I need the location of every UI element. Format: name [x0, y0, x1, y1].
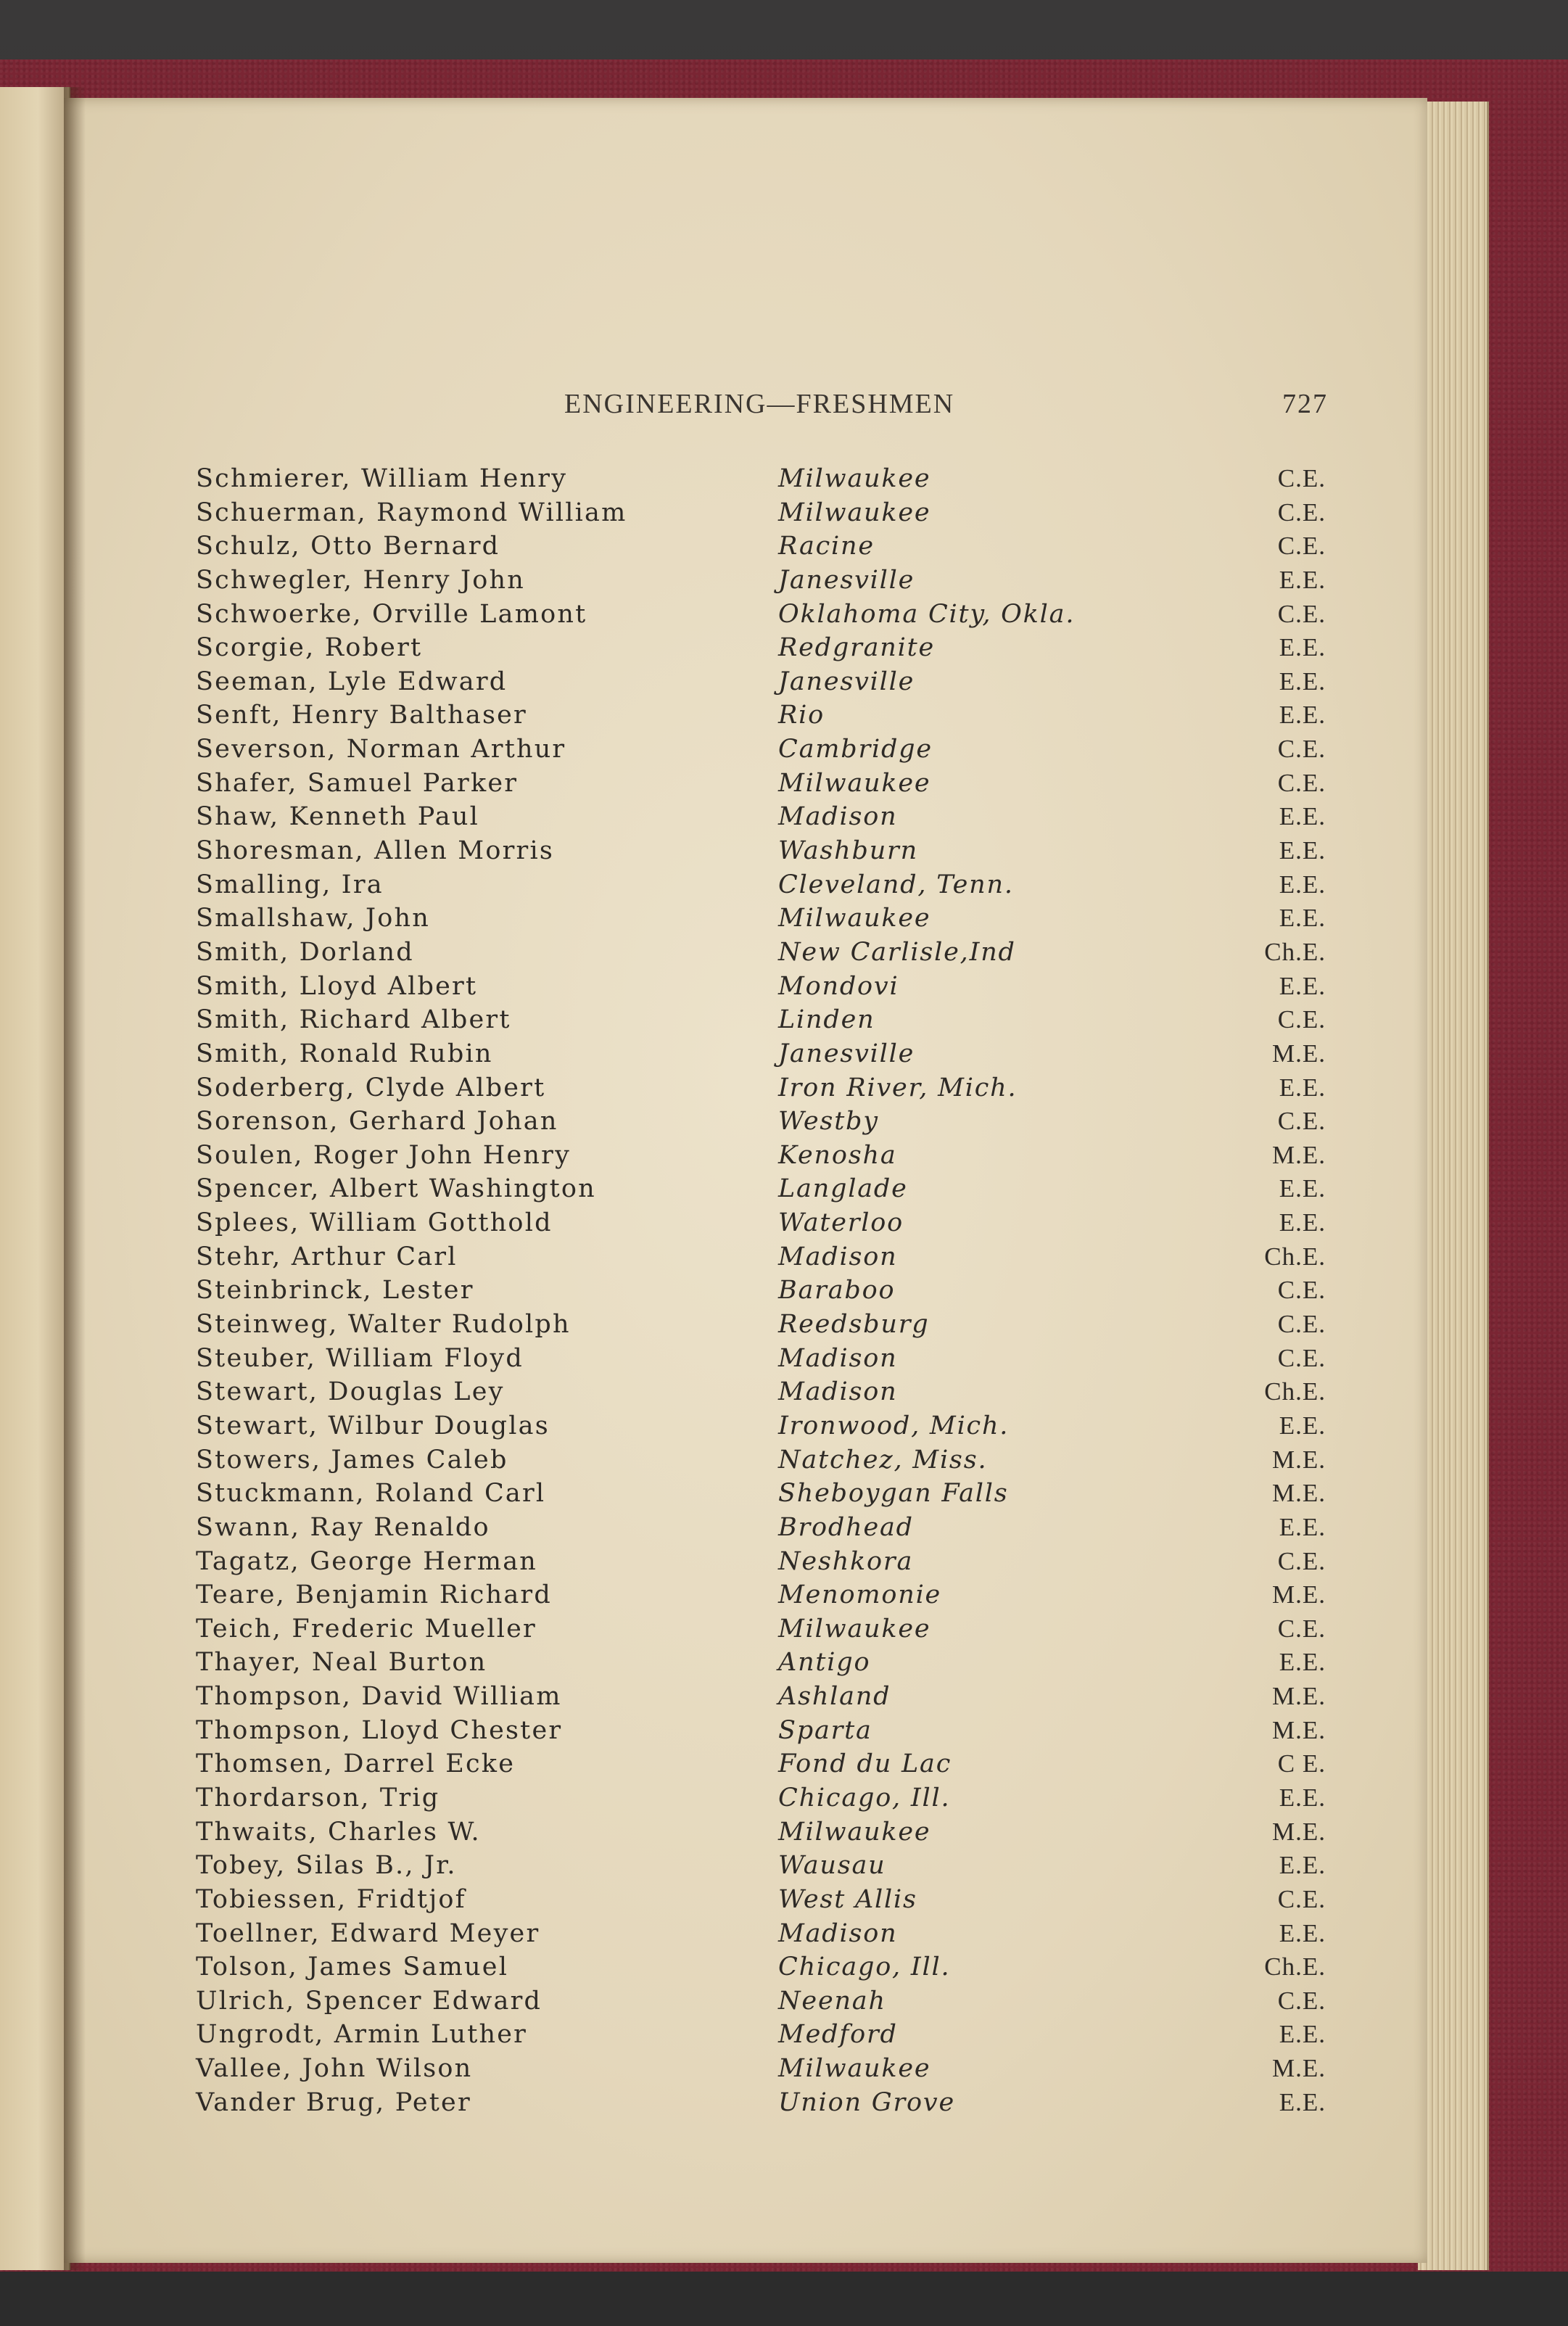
book-page [64, 98, 1427, 2263]
roster-entry [64, 1276, 1427, 1310]
roster-entry [64, 972, 1427, 1006]
roster-entry [64, 667, 1427, 701]
hometown: Redgranite [778, 633, 935, 663]
student-name: Thompson, David William [196, 1682, 562, 1712]
course-code: Ch.E. [1264, 1952, 1326, 1981]
page-number: 727 [1282, 389, 1328, 419]
hometown: Ironwood, Mich. [778, 1411, 1010, 1440]
roster-entry [64, 1987, 1427, 2021]
student-name: Vallee, John Wilson [196, 2054, 473, 2084]
hometown: Madison [778, 1377, 898, 1407]
student-name: Steuber, William Floyd [196, 1343, 524, 1373]
course-code: C.E. [1277, 1986, 1326, 2015]
hometown: Baraboo [778, 1276, 896, 1306]
roster-entry [64, 1648, 1427, 1682]
student-name: Thwaits, Charles W. [196, 1817, 481, 1847]
student-name: Schuerman, Raymond William [196, 498, 627, 527]
course-code: C.E. [1277, 1343, 1326, 1372]
course-code: C.E. [1277, 1310, 1326, 1339]
course-code: E.E. [1279, 701, 1326, 730]
course-code: C.E. [1277, 1107, 1326, 1136]
student-name: Splees, William Gotthold [196, 1208, 553, 1238]
course-code: C E. [1277, 1749, 1326, 1778]
student-name: Soderberg, Clyde Albert [196, 1073, 546, 1102]
student-name: Seeman, Lyle Edward [196, 667, 508, 696]
hometown: Iron River, Mich. [778, 1073, 1018, 1102]
student-name: Tolson, James Samuel [196, 1952, 509, 1982]
roster-entry [64, 1818, 1427, 1852]
student-name: Smith, Ronald Rubin [196, 1039, 493, 1068]
course-code: C.E. [1277, 1884, 1326, 1913]
course-code: M.E. [1272, 1817, 1326, 1846]
course-code: E.E. [1279, 971, 1326, 1000]
hometown: Antigo [778, 1648, 871, 1678]
course-code: M.E. [1272, 1715, 1326, 1744]
hometown: Westby [778, 1107, 879, 1137]
course-code: E.E. [1279, 1411, 1326, 1440]
course-code: E.E. [1279, 802, 1326, 831]
student-name: Stehr, Arthur Carl [196, 1242, 458, 1271]
student-name: Tobiessen, Fridtjof [196, 1884, 466, 1914]
page-edges-stack [1418, 102, 1489, 2270]
hometown: Chicago, Ill. [778, 1952, 951, 1982]
student-name: Senft, Henry Balthaser [196, 701, 527, 730]
student-name: Smith, Lloyd Albert [196, 971, 478, 1001]
student-name: Smith, Richard Albert [196, 1005, 511, 1035]
student-name: Shoresman, Allen Morris [196, 836, 555, 866]
student-roster [64, 464, 1427, 2121]
roster-entry [64, 498, 1427, 532]
course-code: C.E. [1277, 1614, 1326, 1643]
course-code: C.E. [1277, 464, 1326, 492]
student-name: Tagatz, George Herman [196, 1546, 538, 1576]
hometown: Rio [778, 701, 825, 730]
hometown: Menomonie [778, 1580, 942, 1610]
roster-entry [64, 870, 1427, 904]
roster-entry [64, 566, 1427, 600]
roster-entry [64, 464, 1427, 498]
course-code: Ch.E. [1264, 1377, 1326, 1406]
student-name: Swann, Ray Renaldo [196, 1512, 490, 1542]
student-name: Stowers, James Caleb [196, 1445, 508, 1475]
hometown: Brodhead [778, 1512, 914, 1542]
course-code: E.E. [1279, 870, 1326, 899]
roster-entry [64, 1242, 1427, 1277]
roster-entry [64, 1411, 1427, 1445]
hometown: Madison [778, 1242, 898, 1271]
roster-entry [64, 600, 1427, 634]
roster-entry [64, 1445, 1427, 1480]
hometown: Medford [778, 2020, 898, 2050]
hometown: Chicago, Ill. [778, 1783, 951, 1812]
roster-entry [64, 1208, 1427, 1242]
roster-entry [64, 836, 1427, 870]
hometown: Natchez, Miss. [778, 1445, 988, 1475]
course-code: M.E. [1272, 1039, 1326, 1068]
hometown: West Allis [778, 1884, 917, 1914]
roster-entry [64, 1547, 1427, 1581]
hometown: Milwaukee [778, 2054, 931, 2084]
student-name: Soulen, Roger John Henry [196, 1140, 572, 1170]
hometown: Washburn [778, 836, 918, 866]
roster-entry [64, 701, 1427, 735]
hometown: Sparta [778, 1715, 872, 1745]
hometown: Neenah [778, 1986, 886, 2016]
roster-entry [64, 1716, 1427, 1750]
hometown: Madison [778, 1343, 898, 1373]
roster-entry [64, 1344, 1427, 1378]
student-name: Ungrodt, Armin Luther [196, 2020, 528, 2050]
left-page-edge [0, 87, 70, 2270]
student-name: Shafer, Samuel Parker [196, 768, 519, 798]
roster-entry [64, 735, 1427, 769]
student-name: Stewart, Wilbur Douglas [196, 1411, 550, 1440]
roster-entry [64, 1513, 1427, 1547]
hometown: Reedsburg [778, 1310, 930, 1340]
roster-entry [64, 633, 1427, 667]
course-code: E.E. [1279, 1648, 1326, 1677]
course-code: C.E. [1277, 1005, 1326, 1034]
roster-entry [64, 2054, 1427, 2088]
course-code: M.E. [1272, 1682, 1326, 1711]
course-code: C.E. [1277, 1276, 1326, 1305]
course-code: E.E. [1279, 836, 1326, 865]
hometown: Langlade [778, 1174, 908, 1204]
hometown: Oklahoma City, Okla. [778, 599, 1076, 629]
course-code: C.E. [1277, 768, 1326, 797]
roster-entry [64, 532, 1427, 566]
roster-entry [64, 1783, 1427, 1818]
roster-entry [64, 1614, 1427, 1649]
student-name: Scorgie, Robert [196, 633, 423, 663]
student-name: Stewart, Douglas Ley [196, 1377, 505, 1407]
student-name: Toellner, Edward Meyer [196, 1918, 540, 1948]
hometown: Union Grove [778, 2087, 956, 2117]
course-code: C.E. [1277, 1546, 1326, 1575]
roster-entry [64, 1310, 1427, 1344]
roster-entry [64, 1039, 1427, 1073]
student-name: Smallshaw, John [196, 904, 431, 933]
hometown: Milwaukee [778, 768, 931, 798]
student-name: Smalling, Ira [196, 870, 384, 899]
course-code: E.E. [1279, 2020, 1326, 2049]
roster-entry [64, 1682, 1427, 1716]
student-name: Thompson, Lloyd Chester [196, 1715, 563, 1745]
student-name: Steinweg, Walter Rudolph [196, 1310, 571, 1340]
student-name: Teare, Benjamin Richard [196, 1580, 552, 1610]
page-header-title: ENGINEERING—FRESHMEN [564, 389, 955, 419]
hometown: Cambridge [778, 735, 933, 764]
hometown: Milwaukee [778, 498, 931, 527]
course-code: C.E. [1277, 498, 1326, 527]
gutter-shadow [64, 87, 86, 2270]
student-name: Thayer, Neal Burton [196, 1648, 487, 1678]
course-code: C.E. [1277, 599, 1326, 628]
hometown: Cleveland, Tenn. [778, 870, 1014, 899]
hometown: Racine [778, 532, 875, 561]
hometown: Milwaukee [778, 904, 931, 933]
hometown: Janesville [778, 667, 915, 696]
roster-entry [64, 802, 1427, 836]
student-name: Teich, Frederic Mueller [196, 1614, 537, 1644]
course-code: E.E. [1279, 1073, 1326, 1102]
hometown: Janesville [778, 1039, 915, 1068]
hometown: Kenosha [778, 1140, 897, 1170]
roster-entry [64, 1107, 1427, 1141]
student-name: Schulz, Otto Bernard [196, 532, 500, 561]
hometown: Janesville [778, 565, 915, 595]
roster-entry [64, 1952, 1427, 1987]
student-name: Vander Brug, Peter [196, 2087, 471, 2117]
roster-entry [64, 769, 1427, 803]
student-name: Stuckmann, Roland Carl [196, 1479, 546, 1509]
student-name: Schmierer, William Henry [196, 464, 568, 493]
hometown: Mondovi [778, 971, 899, 1001]
student-name: Ulrich, Spencer Edward [196, 1986, 542, 2016]
course-code: Ch.E. [1264, 937, 1326, 966]
roster-entry [64, 1580, 1427, 1614]
course-code: E.E. [1279, 1208, 1326, 1237]
roster-entry [64, 938, 1427, 972]
student-name: Sorenson, Gerhard Johan [196, 1107, 558, 1137]
course-code: M.E. [1272, 1140, 1326, 1169]
roster-entry [64, 1749, 1427, 1783]
hometown: Milwaukee [778, 1817, 931, 1847]
course-code: C.E. [1277, 735, 1326, 764]
course-code: E.E. [1279, 1918, 1326, 1947]
student-name: Shaw, Kenneth Paul [196, 802, 480, 832]
roster-entry [64, 1479, 1427, 1513]
hometown: Milwaukee [778, 464, 931, 493]
hometown: Neshkora [778, 1546, 914, 1576]
course-code: M.E. [1272, 1580, 1326, 1609]
hometown: Madison [778, 1918, 898, 1948]
student-name: Steinbrinck, Lester [196, 1276, 474, 1306]
hometown: Milwaukee [778, 1614, 931, 1644]
course-code: M.E. [1272, 2054, 1326, 2083]
course-code: E.E. [1279, 633, 1326, 662]
hometown: Fond du Lac [778, 1749, 952, 1779]
student-name: Severson, Norman Arthur [196, 735, 566, 764]
student-name: Spencer, Albert Washington [196, 1174, 596, 1204]
course-code: E.E. [1279, 904, 1326, 933]
roster-entry [64, 1005, 1427, 1039]
student-name: Thordarson, Trig [196, 1783, 440, 1812]
hometown: Madison [778, 802, 898, 832]
course-code: C.E. [1277, 532, 1326, 561]
course-code: E.E. [1279, 2087, 1326, 2116]
roster-entry [64, 1174, 1427, 1208]
student-name: Thomsen, Darrel Ecke [196, 1749, 516, 1779]
course-code: M.E. [1272, 1479, 1326, 1508]
course-code: Ch.E. [1264, 1242, 1326, 1271]
roster-entry [64, 1377, 1427, 1411]
hometown: Linden [778, 1005, 875, 1035]
course-code: M.E. [1272, 1445, 1326, 1474]
course-code: E.E. [1279, 565, 1326, 594]
student-name: Schwoerke, Orville Lamont [196, 599, 587, 629]
hometown: Waterloo [778, 1208, 904, 1238]
course-code: E.E. [1279, 1512, 1326, 1541]
hometown: Sheboygan Falls [778, 1479, 1009, 1509]
hometown: New Carlisle,Ind [778, 937, 1016, 967]
hometown: Ashland [778, 1682, 891, 1712]
roster-entry [64, 2020, 1427, 2054]
course-code: E.E. [1279, 667, 1326, 696]
course-code: E.E. [1279, 1851, 1326, 1880]
roster-entry [64, 1919, 1427, 1953]
roster-entry [64, 904, 1427, 938]
student-name: Tobey, Silas B., Jr. [196, 1851, 457, 1881]
hometown: Wausau [778, 1851, 886, 1881]
course-code: E.E. [1279, 1174, 1326, 1203]
roster-entry [64, 1851, 1427, 1885]
roster-entry [64, 1141, 1427, 1175]
course-code: E.E. [1279, 1783, 1326, 1812]
roster-entry [64, 2088, 1427, 2122]
roster-entry [64, 1885, 1427, 1919]
student-name: Smith, Dorland [196, 937, 414, 967]
student-name: Schwegler, Henry John [196, 565, 526, 595]
roster-entry [64, 1073, 1427, 1108]
